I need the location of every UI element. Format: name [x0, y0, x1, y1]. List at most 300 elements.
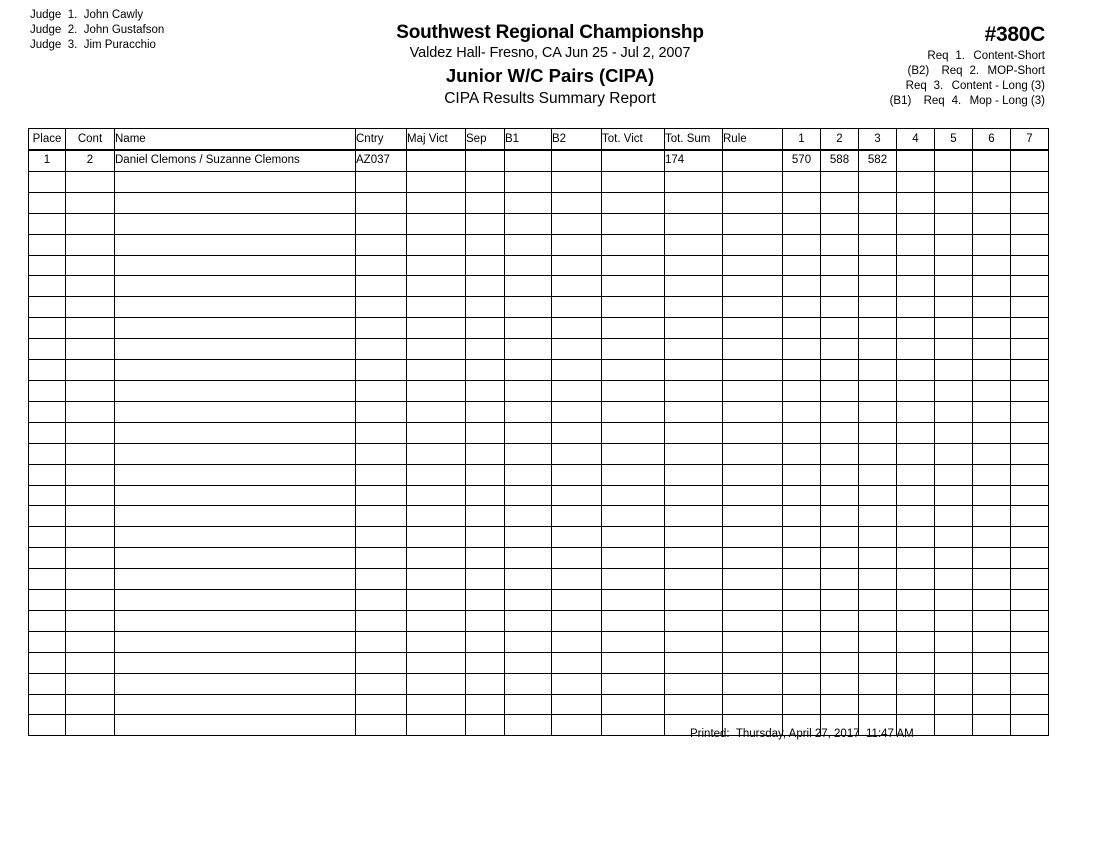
cell-sep-empty — [466, 297, 505, 318]
cell-j4-empty — [897, 694, 935, 715]
cell-j4-empty — [897, 255, 935, 276]
cell-j4-empty — [897, 548, 935, 569]
cell-j5-empty — [935, 715, 973, 736]
cell-j1-empty — [783, 213, 821, 234]
cell-j6-empty — [973, 213, 1011, 234]
cell-b1-empty — [505, 171, 552, 192]
cell-j6-empty — [973, 569, 1011, 590]
cell-j1-empty — [783, 401, 821, 422]
cell-rule — [723, 150, 783, 171]
cell-tvict-empty — [602, 171, 665, 192]
cell-b1-empty — [505, 673, 552, 694]
table-row-empty[interactable] — [29, 276, 1049, 297]
cell-place-empty — [29, 485, 66, 506]
table-row-empty[interactable] — [29, 569, 1049, 590]
cell-place-empty — [29, 339, 66, 360]
cell-j2-empty — [821, 485, 859, 506]
cell-j7-empty — [1011, 255, 1049, 276]
cell-cntry-empty — [356, 234, 407, 255]
cell-j3-empty — [859, 464, 897, 485]
cell-maj — [407, 150, 466, 171]
cell-cont: 2 — [66, 150, 115, 171]
cell-j3: 582 — [859, 150, 897, 171]
cell-maj-empty — [407, 171, 466, 192]
cell-j1-empty — [783, 276, 821, 297]
cell-j3-empty — [859, 213, 897, 234]
cell-j1-empty — [783, 464, 821, 485]
cell-name-empty — [115, 610, 356, 631]
table-row-empty[interactable] — [29, 694, 1049, 715]
cell-maj-empty — [407, 485, 466, 506]
cell-place-empty — [29, 401, 66, 422]
judge-line: Judge 3. Jim Puracchio — [30, 39, 156, 51]
cell-b1-empty — [505, 192, 552, 213]
cell-tsum-empty — [665, 506, 723, 527]
cell-j5-empty — [935, 380, 973, 401]
cell-rule-empty — [723, 506, 783, 527]
cell-j7-empty — [1011, 715, 1049, 736]
cell-sep-empty — [466, 443, 505, 464]
cell-name-empty — [115, 234, 356, 255]
cell-tvict-empty — [602, 276, 665, 297]
cell-sep-empty — [466, 715, 505, 736]
cell-b1-empty — [505, 360, 552, 381]
cell-j4-empty — [897, 485, 935, 506]
cell-place-empty — [29, 464, 66, 485]
cell-j6-empty — [973, 401, 1011, 422]
cell-j2-empty — [821, 673, 859, 694]
judge-line: Judge 1. John Cawly — [30, 9, 144, 21]
column-header-maj: Maj Vict — [407, 129, 466, 151]
cell-rule-empty — [723, 443, 783, 464]
cell-cntry-empty — [356, 590, 407, 611]
cell-place-empty — [29, 527, 66, 548]
cell-j5-empty — [935, 401, 973, 422]
cell-maj-empty — [407, 401, 466, 422]
table-row-empty[interactable] — [29, 171, 1049, 192]
table-row-empty[interactable] — [29, 673, 1049, 694]
cell-sep-empty — [466, 694, 505, 715]
cell-b1 — [505, 150, 552, 171]
cell-j7-empty — [1011, 443, 1049, 464]
requirement-word: Req — [941, 65, 963, 77]
cell-rule-empty — [723, 673, 783, 694]
cell-cntry-empty — [356, 422, 407, 443]
event-category: Junior W/C Pairs (CIPA) — [445, 65, 655, 86]
cell-cont-empty — [66, 548, 115, 569]
cell-j2: 588 — [821, 150, 859, 171]
cell-rule-empty — [723, 527, 783, 548]
cell-j3-empty — [859, 527, 897, 548]
cell-b2-empty — [552, 213, 602, 234]
cell-tsum-empty — [665, 631, 723, 652]
cell-j5-empty — [935, 276, 973, 297]
cell-j1-empty — [783, 380, 821, 401]
requirement-number: 1. — [955, 50, 965, 62]
cell-tvict-empty — [602, 673, 665, 694]
cell-j7-empty — [1011, 297, 1049, 318]
cell-j6-empty — [973, 192, 1011, 213]
cell-tvict-empty — [602, 506, 665, 527]
cell-tvict-empty — [602, 652, 665, 673]
cell-maj-empty — [407, 652, 466, 673]
cell-b2-empty — [552, 673, 602, 694]
cell-j4-empty — [897, 422, 935, 443]
cell-sep-empty — [466, 527, 505, 548]
table-row-empty[interactable] — [29, 192, 1049, 213]
cell-b2-empty — [552, 548, 602, 569]
table-header — [29, 129, 1049, 151]
table-row-empty[interactable] — [29, 297, 1049, 318]
cell-rule-empty — [723, 192, 783, 213]
requirement-bonus-tag — [872, 79, 906, 94]
cell-b2-empty — [552, 339, 602, 360]
column-header-j6: 6 — [973, 129, 1011, 151]
cell-sep-empty — [466, 380, 505, 401]
cell-name-empty — [115, 297, 356, 318]
cell-tsum-empty — [665, 339, 723, 360]
table-row-empty[interactable] — [29, 443, 1049, 464]
cell-j1-empty — [783, 694, 821, 715]
cell-j4-empty — [897, 590, 935, 611]
cell-j6-empty — [973, 360, 1011, 381]
table-row-empty[interactable] — [29, 464, 1049, 485]
cell-j2-empty — [821, 318, 859, 339]
cell-b2 — [552, 150, 602, 171]
cell-place-empty — [29, 422, 66, 443]
cell-j1-empty — [783, 485, 821, 506]
cell-tvict-empty — [602, 527, 665, 548]
cell-tvict-empty — [602, 694, 665, 715]
cell-j7-empty — [1011, 192, 1049, 213]
cell-maj-empty — [407, 506, 466, 527]
cell-b1-empty — [505, 213, 552, 234]
cell-sep-empty — [466, 506, 505, 527]
cell-cntry-empty — [356, 318, 407, 339]
table-row-empty[interactable] — [29, 590, 1049, 611]
cell-j3-empty — [859, 276, 897, 297]
cell-cntry-empty — [356, 380, 407, 401]
cell-maj-empty — [407, 318, 466, 339]
cell-sep — [466, 150, 505, 171]
cell-j1: 570 — [783, 150, 821, 171]
cell-j6-empty — [973, 652, 1011, 673]
cell-tvict-empty — [602, 380, 665, 401]
cell-sep-empty — [466, 590, 505, 611]
cell-j5-empty — [935, 297, 973, 318]
cell-place-empty — [29, 255, 66, 276]
cell-maj-empty — [407, 380, 466, 401]
cell-j1-empty — [783, 192, 821, 213]
cell-j7-empty — [1011, 569, 1049, 590]
table-row-empty[interactable] — [29, 339, 1049, 360]
cell-j2-empty — [821, 192, 859, 213]
requirement-number: 4. — [951, 95, 962, 107]
judges-block — [30, 8, 164, 53]
cell-j1-empty — [783, 443, 821, 464]
table-row-empty[interactable] — [29, 548, 1049, 569]
cell-cont-empty — [66, 360, 115, 381]
column-header-j3: 3 — [859, 129, 897, 151]
cell-j2-empty — [821, 339, 859, 360]
cell-tvict-empty — [602, 234, 665, 255]
table-row-empty[interactable] — [29, 527, 1049, 548]
cell-cont-empty — [66, 610, 115, 631]
column-header-sep: Sep — [466, 129, 505, 151]
cell-rule-empty — [723, 610, 783, 631]
cell-j7-empty — [1011, 673, 1049, 694]
cell-cont-empty — [66, 422, 115, 443]
cell-place: 1 — [29, 150, 66, 171]
cell-b2-empty — [552, 360, 602, 381]
cell-j4-empty — [897, 443, 935, 464]
cell-j7-empty — [1011, 171, 1049, 192]
cell-b2-empty — [552, 652, 602, 673]
cell-j4-empty — [897, 631, 935, 652]
cell-maj-empty — [407, 569, 466, 590]
cell-maj-empty — [407, 443, 466, 464]
cell-j3-empty — [859, 569, 897, 590]
table-row-empty[interactable] — [29, 485, 1049, 506]
cell-j1-empty — [783, 255, 821, 276]
cell-cont-empty — [66, 715, 115, 736]
cell-rule-empty — [723, 171, 783, 192]
cell-j4-empty — [897, 276, 935, 297]
cell-sep-empty — [466, 213, 505, 234]
cell-sep-empty — [466, 276, 505, 297]
cell-j4-empty — [897, 318, 935, 339]
cell-j4-empty — [897, 506, 935, 527]
cell-cntry-empty — [356, 255, 407, 276]
cell-j6-empty — [973, 464, 1011, 485]
cell-b1-empty — [505, 464, 552, 485]
cell-j1-empty — [783, 569, 821, 590]
requirement-row — [872, 49, 1045, 64]
cell-tsum-empty — [665, 360, 723, 381]
cell-j2-empty — [821, 171, 859, 192]
table-row-empty[interactable] — [29, 360, 1049, 381]
cell-tvict-empty — [602, 339, 665, 360]
cell-name-empty — [115, 590, 356, 611]
cell-b2-empty — [552, 443, 602, 464]
cell-maj-empty — [407, 297, 466, 318]
requirement-row — [872, 79, 1045, 94]
cell-cntry-empty — [356, 485, 407, 506]
cell-place-empty — [29, 297, 66, 318]
cell-name-empty — [115, 527, 356, 548]
table-row-empty[interactable] — [29, 255, 1049, 276]
cell-cont-empty — [66, 590, 115, 611]
cell-place-empty — [29, 443, 66, 464]
cell-rule-empty — [723, 297, 783, 318]
cell-j5-empty — [935, 255, 973, 276]
cell-j1-empty — [783, 631, 821, 652]
cell-j5-empty — [935, 422, 973, 443]
cell-j2-empty — [821, 569, 859, 590]
cell-cont-empty — [66, 318, 115, 339]
requirement-list — [872, 49, 1045, 109]
cell-j5 — [935, 150, 973, 171]
cell-tvict-empty — [602, 401, 665, 422]
table-row-empty[interactable] — [29, 631, 1049, 652]
table-row-empty[interactable] — [29, 380, 1049, 401]
cell-j4-empty — [897, 213, 935, 234]
cell-cntry-empty — [356, 443, 407, 464]
cell-j5-empty — [935, 548, 973, 569]
cell-j4-empty — [897, 297, 935, 318]
cell-cont-empty — [66, 652, 115, 673]
cell-b1-empty — [505, 297, 552, 318]
cell-cont-empty — [66, 234, 115, 255]
cell-b1-empty — [505, 485, 552, 506]
column-header-j2: 2 — [821, 129, 859, 151]
cell-j3-empty — [859, 380, 897, 401]
cell-j2-empty — [821, 360, 859, 381]
cell-cntry-empty — [356, 569, 407, 590]
cell-maj-empty — [407, 213, 466, 234]
cell-j7-empty — [1011, 631, 1049, 652]
cell-j3-empty — [859, 673, 897, 694]
cell-name-empty — [115, 673, 356, 694]
cell-b2-empty — [552, 506, 602, 527]
cell-place-empty — [29, 171, 66, 192]
cell-cntry-empty — [356, 339, 407, 360]
cell-j6-empty — [973, 234, 1011, 255]
cell-j7-empty — [1011, 464, 1049, 485]
cell-j6-empty — [973, 506, 1011, 527]
cell-rule-empty — [723, 590, 783, 611]
cell-rule-empty — [723, 276, 783, 297]
table-row-empty[interactable] — [29, 422, 1049, 443]
cell-rule-empty — [723, 360, 783, 381]
cell-j6-empty — [973, 171, 1011, 192]
cell-cntry: AZ037 — [356, 150, 407, 171]
cell-b1-empty — [505, 590, 552, 611]
cell-j4-empty — [897, 401, 935, 422]
cell-b2-empty — [552, 527, 602, 548]
cell-b2-empty — [552, 255, 602, 276]
cell-cntry-empty — [356, 548, 407, 569]
cell-sep-empty — [466, 673, 505, 694]
table-row[interactable] — [29, 150, 1049, 171]
table-row-empty[interactable] — [29, 401, 1049, 422]
cell-sep-empty — [466, 485, 505, 506]
cell-rule-empty — [723, 422, 783, 443]
cell-sep-empty — [466, 610, 505, 631]
cell-j3-empty — [859, 548, 897, 569]
cell-cont-empty — [66, 192, 115, 213]
cell-cntry-empty — [356, 360, 407, 381]
cell-b2-empty — [552, 569, 602, 590]
table-row-empty[interactable] — [29, 318, 1049, 339]
cell-j5-empty — [935, 171, 973, 192]
cell-tvict-empty — [602, 715, 665, 736]
cell-tsum-empty — [665, 192, 723, 213]
table-row-empty[interactable] — [29, 234, 1049, 255]
table-row-empty[interactable] — [29, 610, 1049, 631]
cell-j2-empty — [821, 610, 859, 631]
cell-j1-empty — [783, 506, 821, 527]
cell-maj-empty — [407, 631, 466, 652]
cell-b1-empty — [505, 569, 552, 590]
cell-b1-empty — [505, 631, 552, 652]
cell-cntry-empty — [356, 652, 407, 673]
cell-j6-empty — [973, 276, 1011, 297]
cell-name-empty — [115, 255, 356, 276]
cell-j4-empty — [897, 380, 935, 401]
column-header-b2: B2 — [552, 129, 602, 151]
cell-cont-empty — [66, 631, 115, 652]
table-header-row — [29, 129, 1049, 151]
cell-j1-empty — [783, 422, 821, 443]
cell-b2-empty — [552, 380, 602, 401]
cell-name-empty — [115, 360, 356, 381]
cell-j7 — [1011, 150, 1049, 171]
table-row-empty[interactable] — [29, 652, 1049, 673]
table-row-empty[interactable] — [29, 213, 1049, 234]
cell-b2-empty — [552, 192, 602, 213]
cell-cntry-empty — [356, 192, 407, 213]
cell-maj-empty — [407, 715, 466, 736]
cell-maj-empty — [407, 548, 466, 569]
cell-sep-empty — [466, 569, 505, 590]
column-header-cont: Cont — [66, 129, 115, 151]
cell-cont-empty — [66, 255, 115, 276]
cell-maj-empty — [407, 610, 466, 631]
cell-b2-empty — [552, 171, 602, 192]
cell-cont-empty — [66, 276, 115, 297]
cell-rule-empty — [723, 631, 783, 652]
cell-j2-empty — [821, 213, 859, 234]
cell-j7-empty — [1011, 548, 1049, 569]
cell-j7-empty — [1011, 652, 1049, 673]
cell-b2-empty — [552, 610, 602, 631]
cell-j6-empty — [973, 548, 1011, 569]
cell-name-empty — [115, 276, 356, 297]
cell-cont-empty — [66, 443, 115, 464]
cell-j2-empty — [821, 527, 859, 548]
cell-j5-empty — [935, 694, 973, 715]
cell-j5-empty — [935, 527, 973, 548]
cell-j3-empty — [859, 485, 897, 506]
cell-name-empty — [115, 422, 356, 443]
cell-j7-empty — [1011, 360, 1049, 381]
cell-j7-empty — [1011, 234, 1049, 255]
cell-j3-empty — [859, 234, 897, 255]
cell-b1-empty — [505, 234, 552, 255]
cell-j6-empty — [973, 631, 1011, 652]
cell-j4-empty — [897, 569, 935, 590]
cell-rule-empty — [723, 234, 783, 255]
cell-rule-empty — [723, 569, 783, 590]
cell-place-empty — [29, 652, 66, 673]
cell-rule-empty — [723, 485, 783, 506]
cell-name-empty — [115, 485, 356, 506]
cell-tvict-empty — [602, 318, 665, 339]
cell-tvict-empty — [602, 422, 665, 443]
column-header-j1: 1 — [783, 129, 821, 151]
cell-b2-empty — [552, 276, 602, 297]
cell-b1-empty — [505, 443, 552, 464]
requirement-label: Content - Long (3) — [951, 80, 1045, 92]
table-row-empty[interactable] — [29, 506, 1049, 527]
cell-cont-empty — [66, 213, 115, 234]
cell-tvict-empty — [602, 360, 665, 381]
cell-rule-empty — [723, 339, 783, 360]
cell-j5-empty — [935, 443, 973, 464]
column-header-rule: Rule — [723, 129, 783, 151]
cell-j7-empty — [1011, 318, 1049, 339]
